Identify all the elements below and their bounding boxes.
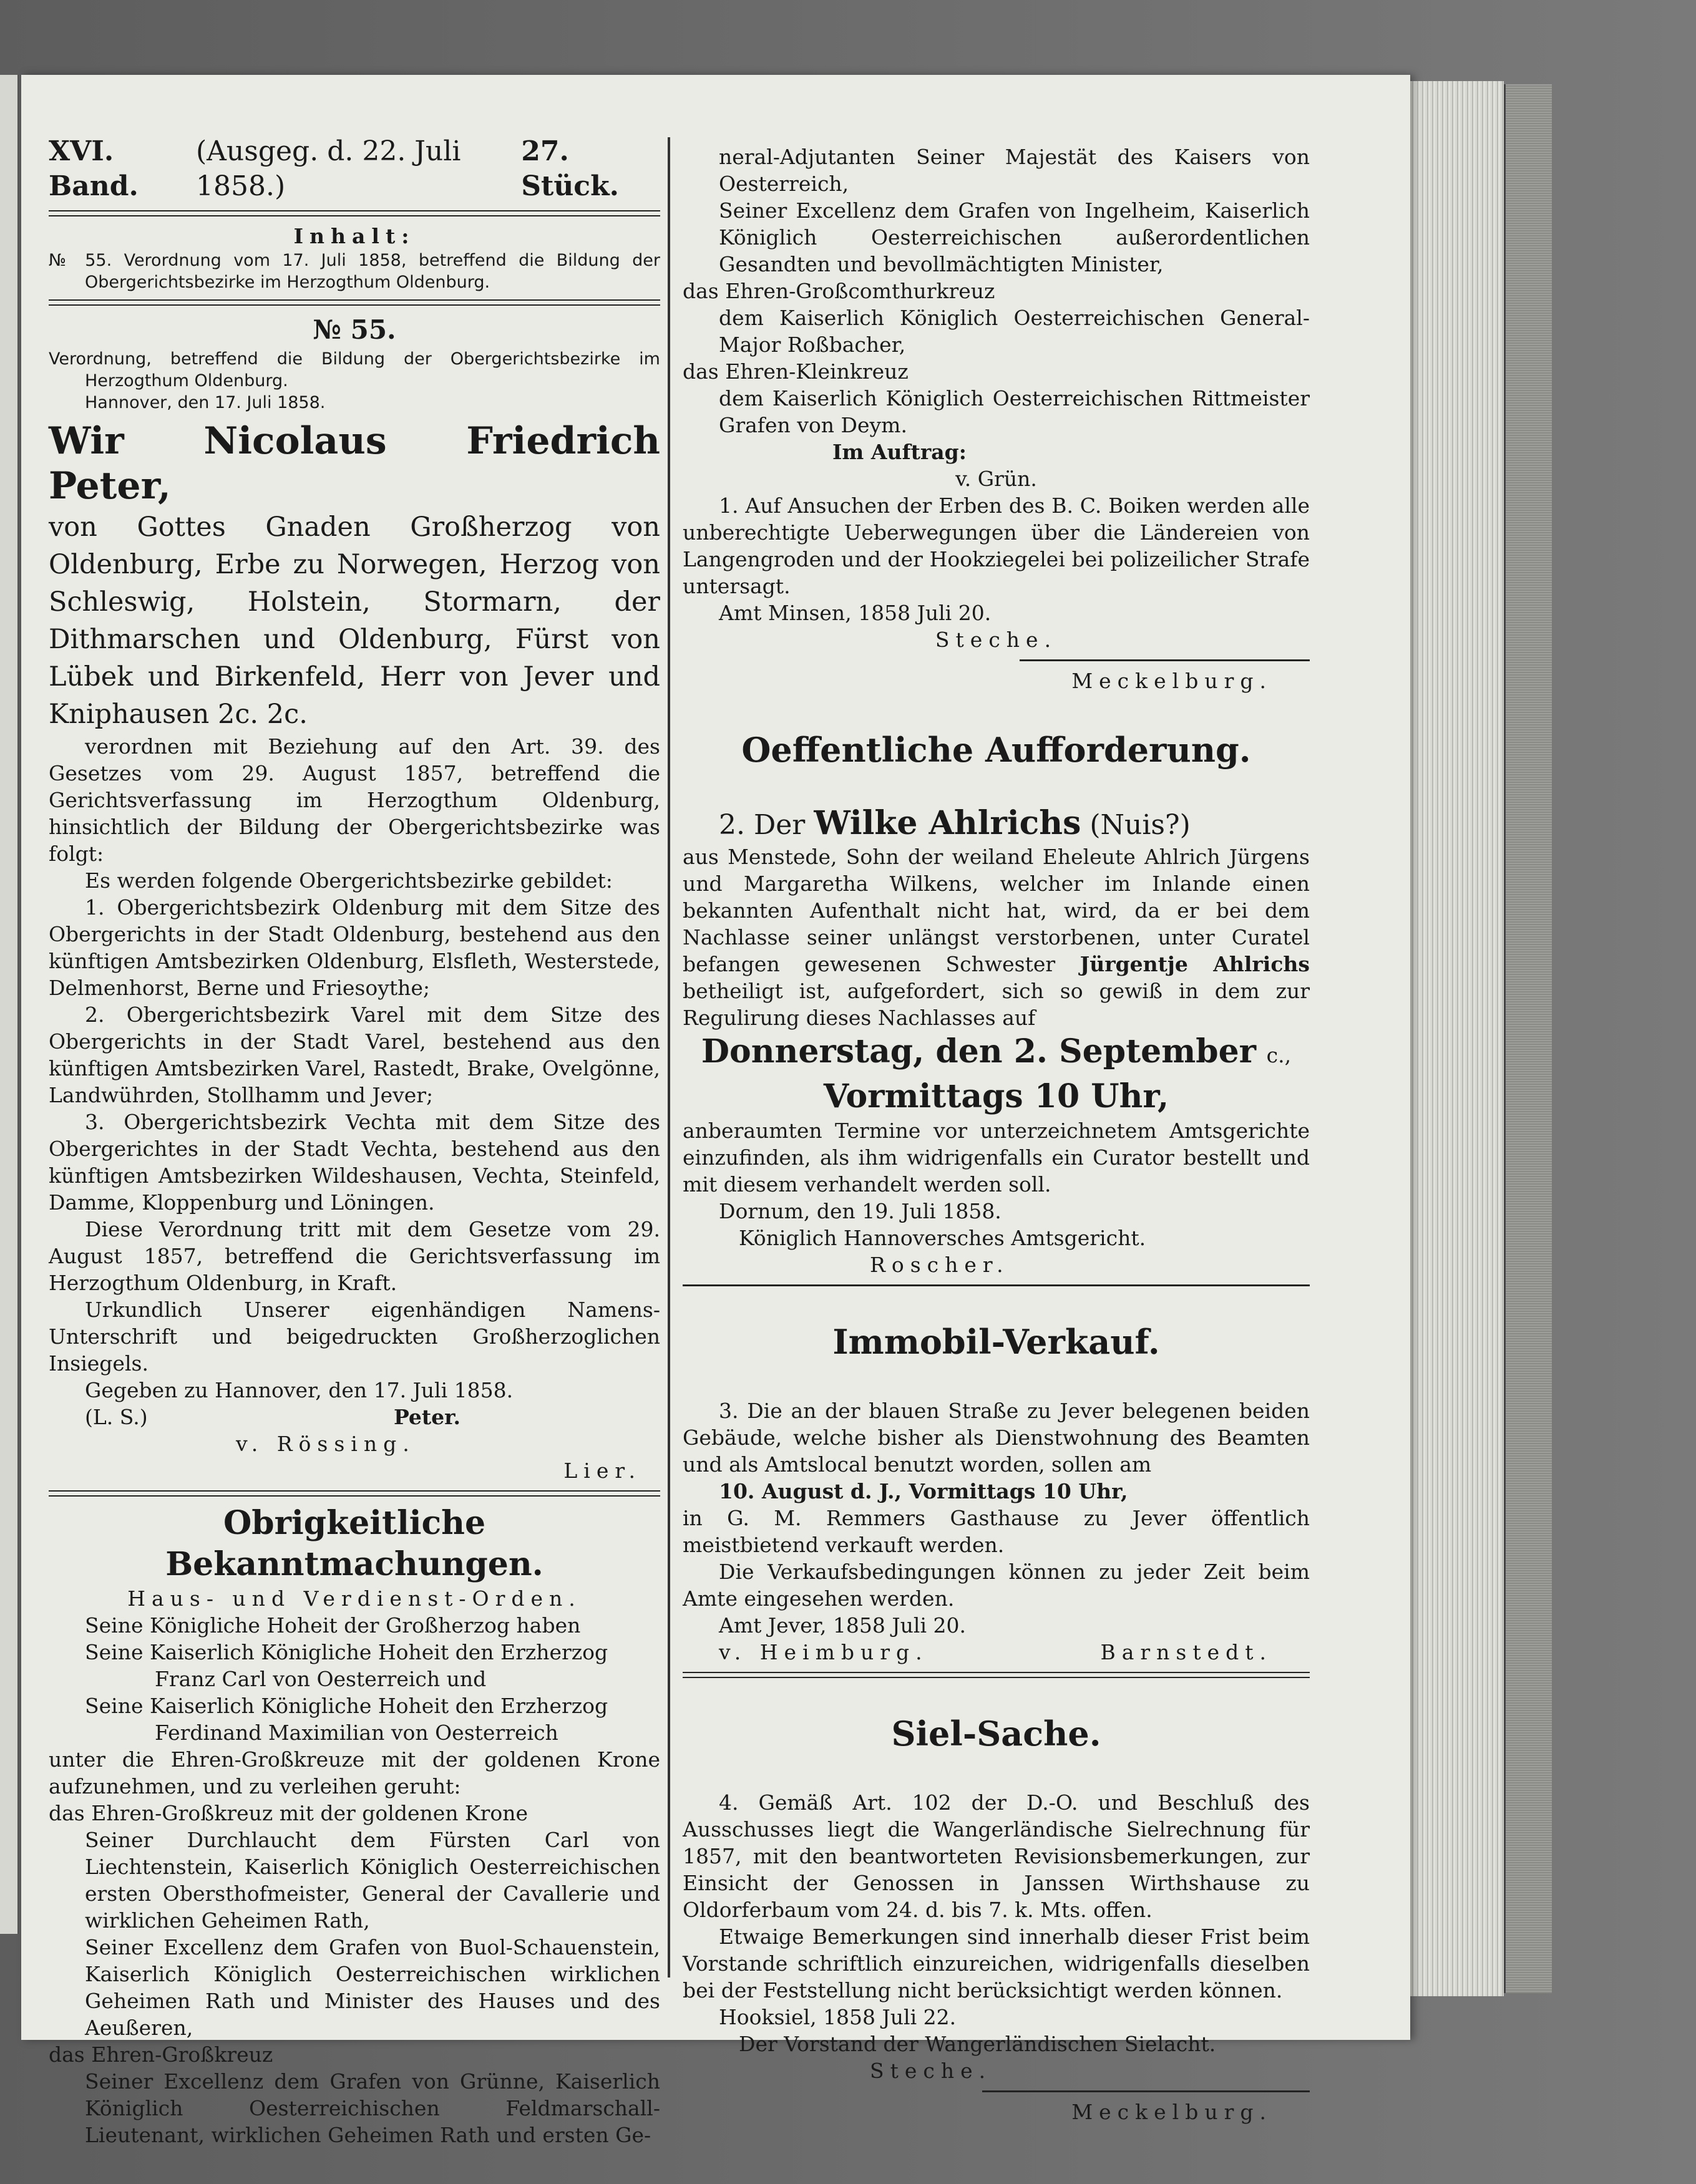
ordinance-number: № 55. [313, 314, 396, 345]
notice-2-rule [683, 1284, 1310, 1286]
order-line-8: Seiner Durchlaucht dem Fürsten Carl von Liechtenstein, Kaiserlich Königlich Oesterreichischen ersten Obersthofmeister, General der Cavallerie und wirklichen Geheimen Rath, [85, 1828, 660, 1933]
notice-4-board: Der Vorstand der Wangerländischen Sielacht. [739, 2032, 1216, 2056]
heading-sluice-matter: Siel-Sache. [891, 1714, 1101, 1754]
section-rule [49, 1490, 660, 1497]
notice-4-sign-2: Meckelburg. [1071, 2100, 1272, 2124]
column-rule [668, 137, 670, 1978]
notice-3-text-3: Die Verkaufsbedingungen können zu jeder Zeit beim Amte eingesehen werden. [683, 1560, 1310, 1611]
notice-1-place: Amt Minsen, 1858 Juli 20. [719, 601, 992, 625]
notice-2-time: Vormittags 10 Uhr, [823, 1077, 1169, 1115]
order-line-9: Seiner Excellenz dem Grafen von Buol-Schauenstein, Kaiserlich Königlich Oesterreichischen wirklichen Geheimen Rath und Minister des Hauses und des Aeußeren, [85, 1935, 660, 2040]
notice-1-rule [1020, 659, 1310, 661]
notice-3-place: Amt Jever, 1858 Juli 20. [719, 1613, 966, 1638]
issue-header [49, 134, 660, 204]
notice-3-signatures [683, 1639, 1310, 1666]
notice-2-text-a: aus Menstede, Sohn der weiland Eheleute Ahlrich Jürgens und Margaretha Wilkens, welcher im Inlande einen bekannten Aufenthalt nicht hat, wird, da er bei dem Nachlasse seiner unlängst verstorbenen, unter Curatel befangen gewesenen Schwester [683, 845, 1310, 976]
notice-2-name-line [683, 805, 1310, 843]
heading-property-sale: Immobil-Verkauf. [832, 1322, 1160, 1362]
order-line-5: Ferdinand Maximilian von Oesterreich [155, 1721, 558, 1745]
notice-2-start: 2. Der [719, 809, 806, 841]
order-line-11: Seiner Excellenz dem Grafen von Grünne, Kaiserlich Königlich Oesterreichischen Feldmarschall-Lieutenant, wirklichen Geheimen Rath und ersten Ge- [85, 2069, 660, 2147]
ordinance-intro: Es werden folgende Obergerichtsbezirke gebildet: [85, 868, 613, 893]
ordinance-force: Diese Verordnung tritt mit dem Gesetze vom 29. August 1857, betreffend die Gerichtsverfassung im Herzogthum Oldenburg, in Kraft. [49, 1217, 660, 1295]
notice-2-c: c., [1266, 1043, 1292, 1067]
notice-1-sign-1: Steche. [935, 628, 1058, 652]
notice-3-date: 10. August d. J., Vormittags 10 Uhr, [719, 1479, 1128, 1503]
continued-3: das Ehren-Großcomthurkreuz [683, 279, 995, 303]
notice-4-text: 4. Gemäß Art. 102 der D.-O. und Beschluß des Ausschusses liegt die Wangerländische Sielrechnung für 1857, mit den beantworteten Revisionsbemerkungen, zur Einsicht der Genossen in Janssen Wirthshause zu Oldorferbaum vom 24. d. bis 7. k. Mts. offen. [683, 1790, 1310, 1922]
right-column [683, 143, 1310, 2125]
order-line-1: Seine Königliche Hoheit der Großherzog haben [85, 1613, 581, 1638]
signature-roessing: v. Rössing. [236, 1432, 416, 1456]
notice-2-place: Dornum, den 19. Juli 1858. [719, 1199, 1002, 1223]
notice-3-text-2: in G. M. Remmers Gasthause zu Jever öffentlich meistbietend verkauft werden. [683, 1506, 1310, 1557]
notice-2-text [683, 843, 1310, 1031]
heading-public-summons: Oeffentliche Aufforderung. [741, 730, 1251, 770]
notice-3-rule [683, 1672, 1310, 1678]
piece-label: 27. Stück. [521, 135, 619, 202]
notice-1-text: 1. Auf Ansuchen der Erben des B. C. Boiken werden alle unberechtigte Ueberwegungen über die Ländereien von Langengroden und der Hookziegelei bei polizeilicher Strafe untersagt. [683, 493, 1310, 598]
ordinance-attest: Urkundlich Unserer eigenhändigen Namens-Unterschrift und beigedruckten Großherzoglichen Insiegels. [49, 1298, 660, 1376]
contents-entry: № 55. Verordnung vom 17. Juli 1858, betreffend die Bildung der Obergerichtsbezirke im Herzogthum Oldenburg. [49, 251, 660, 292]
ordinance-place-date: Hannover, den 17. Juli 1858. [85, 393, 326, 412]
notice-4-sign-1: Steche. [870, 2059, 992, 2083]
volume-label: XVI. Band. [49, 135, 139, 202]
notice-2-text-b: betheiligt ist, aufgefordert, sich so gewiß in dem zur Regulirung dieses Nachlasses auf [683, 979, 1310, 1030]
notice-2-sign: Roscher. [870, 1253, 1010, 1277]
notice-2-text-3: anberaumten Termine vor unterzeichnetem Amtsgerichte einzufinden, als ihm widrigenfalls ein Curator bestellt und mit diesem verhandelt werden soll. [683, 1119, 1310, 1196]
order-line-4: Seine Kaiserlich Königliche Hoheit den Erzherzog [85, 1694, 608, 1718]
notice-2-court: Königlich Hannoversches Amtsgericht. [739, 1226, 1146, 1250]
sovereign-title: von Gottes Gnaden Großherzog von Oldenburg, Erbe zu Norwegen, Herzog von Schleswig, Holstein, Stormarn, der Dithmarschen und Oldenburg, Fürst von Lübek und Birkenfeld, Herr von Jever und Kniphausen 2c. 2c. [49, 512, 660, 730]
newspaper-page [21, 75, 1410, 2147]
continued-6: dem Kaiserlich Königlich Oesterreichischen Rittmeister Grafen von Deym. [719, 386, 1310, 437]
issue-date: (Ausgeg. d. 22. Juli 1858.) [195, 135, 461, 202]
gruen-signature: v. Grün. [955, 467, 1037, 491]
notice-4-text-2: Etwaige Bemerkungen sind innerhalb dieser Frist beim Vorstande schriftlich einzureichen, widrigenfalls dieselben bei der Feststellung nicht berücksichtigt werden können. [683, 1924, 1310, 2002]
continued-4: dem Kaiserlich Königlich Oesterreichischen General-Major Roßbacher, [719, 306, 1310, 357]
order-line-2: Seine Kaiserlich Königliche Hoheit den Erzherzog [85, 1640, 608, 1664]
notice-2-question: (Nuis?) [1089, 809, 1191, 841]
order-line-3: Franz Carl von Oesterreich und [155, 1667, 487, 1691]
page-edges [1410, 81, 1504, 1996]
notices-heading: Obrigkeitliche Bekanntmachungen. [165, 1504, 543, 1583]
notice-3-sign-2: Barnstedt. [1100, 1640, 1272, 1664]
continued-1: neral-Adjutanten Seiner Majestät des Kaisers von Oesterreich, [719, 145, 1310, 196]
header-rule [49, 210, 660, 216]
notice-2-sister: Jürgentje Ahlrichs [1079, 952, 1310, 976]
previous-page-edge [0, 75, 19, 1934]
notice-2-date-line [683, 1031, 1310, 1076]
notice-3-text: 3. Die an der blauen Straße zu Jever belegenen beiden Gebäude, welche bisher als Dienstwohnung des Beamten und als Amtslocal benutzt worden, sollen am [683, 1399, 1310, 1477]
signature-lier: Lier. [563, 1458, 641, 1483]
notice-3-sign-1: v. Heimburg. [719, 1640, 928, 1664]
signature-peter: Peter. [393, 1405, 461, 1429]
book-cover [1504, 84, 1552, 1993]
ordinance-item-3: 3. Obergerichtsbezirk Vechta mit dem Sitze des Obergerichtes in der Stadt Vechta, bestehend aus den künftigen Amtsbezirken Wildeshausen, Vechta, Steinfeld, Damme, Kloppenburg und Löningen. [49, 1110, 660, 1215]
order-line-6: unter die Ehren-Großkreuze mit der goldenen Krone aufzunehmen, und zu verleihen geruht: [49, 1747, 660, 1798]
ordinance-item-2: 2. Obergerichtsbezirk Varel mit dem Sitze des Obergerichts in der Stadt Varel, bestehend aus den künftigen Amtsbezirken Varel, Rastedt, Brake, Ovelgönne, Landwührden, Stollhamm und Jever; [49, 1002, 660, 1107]
seal-label: (L. S.) [85, 1405, 148, 1429]
notice-2-date: Donnerstag, den 2. September [701, 1032, 1257, 1070]
contents-rule [49, 299, 660, 306]
ordinance-preamble: verordnen mit Beziehung auf den Art. 39. des Gesetzes vom 29. August 1857, betreffend die Gerichtsverfassung im Herzogthum Oldenburg, hinsichtlich der Bildung der Obergerichtsbezirke was folgt: [49, 734, 660, 866]
sovereign-name: Wir Nicolaus Friedrich Peter, [49, 419, 660, 508]
contents-title: Inhalt: [293, 224, 416, 248]
ordinance-subject: Verordnung, betreffend die Bildung der Obergerichtsbezirke im Herzogthum Oldenburg. [49, 349, 660, 391]
signature-row [49, 1404, 660, 1430]
notice-4-rule [982, 2090, 1310, 2092]
order-line-7: das Ehren-Großkreuz mit der goldenen Krone [49, 1801, 529, 1825]
ordinance-given: Gegeben zu Hannover, den 17. Juli 1858. [85, 1378, 514, 1402]
continued-2: Seiner Excellenz dem Grafen von Ingelheim, Kaiserlich Königlich Oesterreichischen außerordentlichen Gesandten und bevollmächtigten Minister, [719, 198, 1310, 276]
order-heading: Haus- und Verdienst-Orden. [127, 1586, 582, 1611]
ordinance-item-1: 1. Obergerichtsbezirk Oldenburg mit dem Sitze des Obergerichts in der Stadt Oldenburg, bestehend aus den künftigen Amtsbezirken Oldenburg, Elsfleth, Westerstede, Delmenhorst, Berne und Friesoythe; [49, 895, 660, 1000]
continued-5: das Ehren-Kleinkreuz [683, 359, 909, 384]
by-order-label: Im Auftrag: [832, 440, 967, 464]
left-column [49, 134, 660, 2148]
notice-4-place: Hooksiel, 1858 Juli 22. [719, 2005, 957, 2029]
notice-1-sign-2: Meckelburg. [1071, 669, 1272, 693]
order-line-10: das Ehren-Großkreuz [49, 2042, 273, 2067]
notice-2-name: Wilke Ahlrichs [814, 804, 1081, 842]
